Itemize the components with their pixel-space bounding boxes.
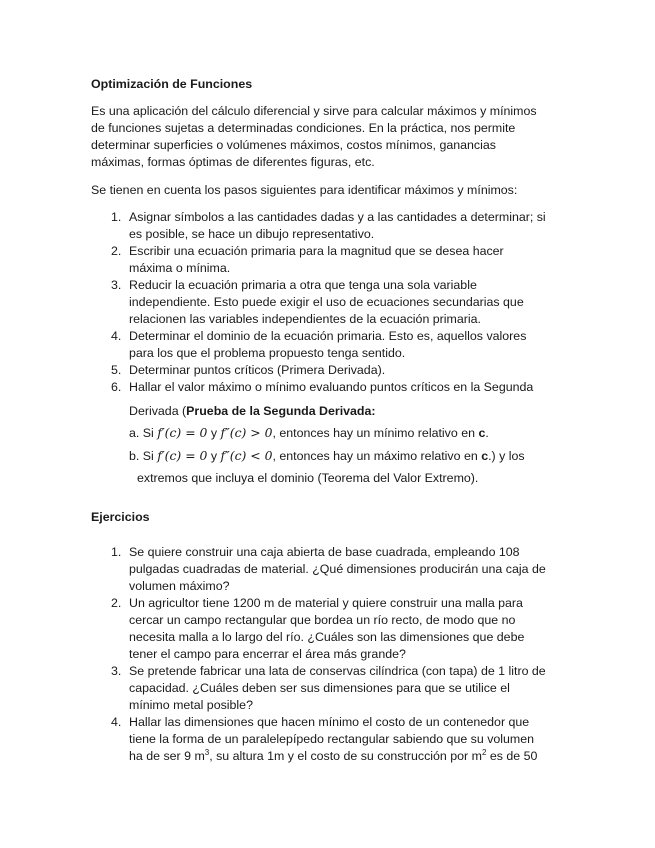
- item-number: 5.: [111, 363, 122, 377]
- text-fragment: , su altura 1m y el costo de su construcción por m: [209, 749, 482, 763]
- list-item: [91, 595, 571, 663]
- page-title: Optimización de Funciones: [91, 77, 253, 91]
- item-line: pulgadas cuadradas de material. ¿Qué dimensiones producirán una caja de: [129, 562, 546, 576]
- item-line: máxima o mínima.: [129, 261, 231, 275]
- condition-a: [129, 424, 579, 442]
- condition-b: [129, 447, 579, 465]
- condition-label: b. Si: [129, 449, 154, 463]
- item-line: Determinar puntos críticos (Primera Derivada).: [129, 363, 386, 377]
- item-number: 1.: [111, 545, 122, 559]
- item-line: [129, 748, 571, 765]
- item-number: 1.: [111, 210, 122, 224]
- exercises-list: [91, 544, 571, 765]
- math-expression: f″(c) < 0: [220, 448, 273, 463]
- condition-label: a. Si: [129, 426, 154, 440]
- step6-prefix: Derivada (: [129, 404, 187, 418]
- exercises-title: Ejercicios: [91, 510, 150, 524]
- list-item: [91, 544, 571, 595]
- item-line: capacidad. ¿Cuáles deben ser sus dimensiones para que se utilice el: [129, 681, 510, 695]
- item-line: necesita malla a lo largo del río. ¿Cuáles son las dimensiones que debe: [129, 630, 525, 644]
- point-c: c: [478, 426, 486, 440]
- intro-line: de funciones sujetas a determinadas condiciones. En la práctica, nos permite: [91, 121, 516, 135]
- list-item: [91, 714, 571, 765]
- step6-line2: [129, 403, 579, 420]
- condition-text: , entonces hay un mínimo relativo en: [272, 426, 475, 440]
- item-line: Se quiere construir una caja abierta de base cuadrada, empleando 108: [129, 545, 520, 559]
- item-line: Determinar el dominio de la ecuación primaria. Esto es, aquellos valores: [129, 329, 527, 343]
- condition-end: .: [485, 426, 489, 440]
- item-number: 4.: [111, 715, 122, 729]
- intro-line: máximas, formas óptimas de diferentes figuras, etc.: [91, 155, 375, 169]
- list-item: [91, 277, 571, 328]
- list-item: [91, 379, 571, 396]
- text-fragment: ha de ser 9 m: [129, 749, 205, 763]
- item-line: Se pretende fabricar una lata de conservas cilíndrica (con tapa) de 1 litro de: [129, 664, 546, 678]
- list-item: [91, 663, 571, 714]
- math-expression: f″(c) > 0: [220, 425, 273, 440]
- item-line: Hallar las dimensiones que hacen mínimo el costo de un contenedor que: [129, 715, 530, 729]
- item-line: Asignar símbolos a las cantidades dadas y a las cantidades a determinar; si: [129, 210, 546, 224]
- superscript: 3: [204, 747, 210, 757]
- item-line: mínimo metal posible?: [129, 698, 253, 712]
- steps-list: [91, 209, 571, 396]
- math-expression: f′(c) = 0: [157, 448, 208, 463]
- item-number: 3.: [111, 278, 122, 292]
- item-line: relacionen las variables independientes de la ecuación primaria.: [129, 312, 481, 326]
- item-line: independiente. Esto puede exigir el uso de ecuaciones secundarias que: [129, 295, 524, 309]
- text-fragment: es de 50: [486, 749, 538, 763]
- condition-end: .) y los: [488, 449, 525, 463]
- item-number: 2.: [111, 596, 122, 610]
- item-line: Hallar el valor máximo o mínimo evaluando puntos críticos en la Segunda: [129, 380, 534, 394]
- intro-line: Es una aplicación del cálculo diferencial y sirve para calcular máximos y mínimos: [91, 104, 537, 118]
- superscript: 2: [481, 747, 487, 757]
- steps-intro: Se tienen en cuenta los pasos siguientes para identificar máximos y mínimos:: [91, 183, 518, 197]
- item-number: 6.: [111, 380, 122, 394]
- conjunction: y: [210, 449, 218, 463]
- item-line: tiene la forma de un paralelepípedo rectangular sabiendo que su volumen: [129, 732, 535, 746]
- item-line: tener el campo para encerrar el área más grande?: [129, 647, 406, 661]
- condition-text: , entonces hay un máximo relativo en: [272, 449, 478, 463]
- item-line: Un agricultor tiene 1200 m de material y quiere construir una malla para: [129, 596, 523, 610]
- conjunction: y: [210, 426, 218, 440]
- list-item: [91, 362, 571, 379]
- condition-b-continuation: extremos que incluya el dominio (Teorema del Valor Extremo).: [137, 471, 479, 485]
- item-line: para los que el problema propuesto tenga sentido.: [129, 346, 406, 360]
- intro-line: determinar superficies o volúmenes máximos, costos mínimos, ganancias: [91, 138, 496, 152]
- item-number: 4.: [111, 329, 122, 343]
- item-line: Reducir la ecuación primaria a otra que tenga una sola variable: [129, 278, 477, 292]
- item-number: 3.: [111, 664, 122, 678]
- item-number: 2.: [111, 244, 122, 258]
- list-item: [91, 243, 571, 277]
- item-line: es posible, se hace un dibujo representativo.: [129, 227, 375, 241]
- math-expression: f′(c) = 0: [157, 425, 208, 440]
- item-line: cercar un campo rectangular que bordea un río recto, de modo que no: [129, 613, 516, 627]
- step6-bold: Prueba de la Segunda Derivada:: [186, 404, 376, 418]
- intro-paragraph: [91, 103, 571, 171]
- list-item: [91, 209, 571, 243]
- item-line: Escribir una ecuación primaria para la magnitud que se desea hacer: [129, 244, 504, 258]
- point-c: c: [481, 449, 489, 463]
- list-item: [91, 328, 571, 362]
- item-line: volumen máximo?: [129, 579, 230, 593]
